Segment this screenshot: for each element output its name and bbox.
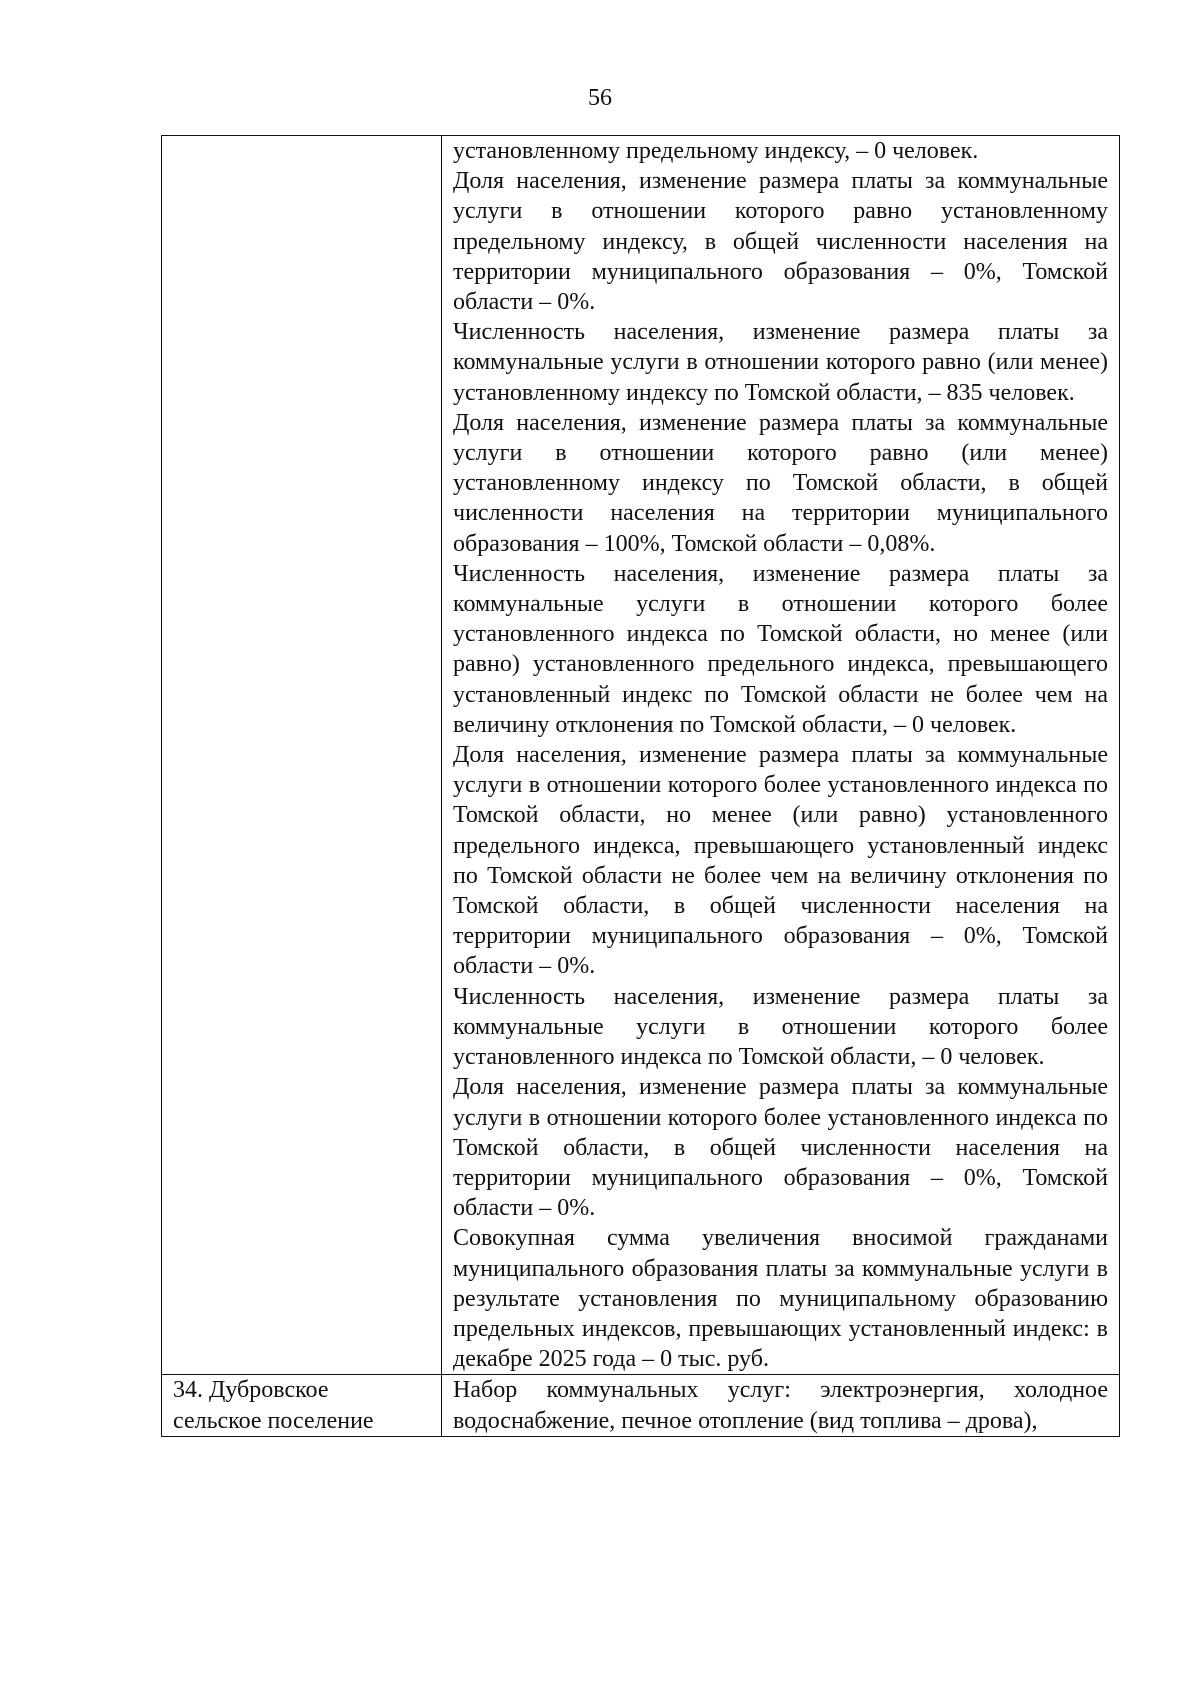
table-row (162, 1375, 1120, 1436)
description-cell (442, 136, 1120, 1375)
document-table (161, 135, 1120, 1437)
paragraph-6: Доля населения, изменение размера платы за коммунальные услуги в отношении которого более установленного индекса по Томской области, но менее (или равно) установленного предельного индекса, превышающего установленный индекс по Томской области не более чем на величину отклонения по Томской области, в общей численности населения на территории муниципального образования – 0%, Томской области – 0%. (453, 742, 1108, 980)
paragraph-4: Доля населения, изменение размера платы за коммунальные услуги в отношении которого равно (или менее) установленному индексу по Томской области, в общей численности населения на территории муниципального образования – 100%, Томской области – 0,08%. (453, 409, 1108, 557)
description-cell (442, 1375, 1120, 1436)
paragraph-3: Численность населения, изменение размера платы за коммунальные услуги в отношении которого равно (или менее) установленному индексу по Томской области, – 835 человек. (453, 319, 1108, 406)
table-row (162, 136, 1120, 1375)
paragraph-7: Численность населения, изменение размера платы за коммунальные услуги в отношении которого более установленного индекса по Томской области, – 0 человек. (453, 983, 1108, 1071)
paragraph-2: Доля населения, изменение размера платы за коммунальные услуги в отношении которого равно установленному предельному индексу, в общей численности населения на территории муниципального образования – 0%, Томской области – 0%. (453, 168, 1108, 316)
paragraph-1: установленному предельному индексу, – 0 человек. (453, 138, 979, 164)
paragraph-8: Доля населения, изменение размера платы за коммунальные услуги в отношении которого более установленного индекса по Томской области, в общей численности населения на территории муниципального образования – 0%, Томской области – 0%. (453, 1074, 1108, 1222)
municipality-name-line-1: 34. Дубровское (173, 1377, 329, 1404)
paragraph-5: Численность населения, изменение размера платы за коммунальные услуги в отношении которого более установленного индекса по Томской области, но менее (или равно) установленного предельного индекса, превышающего установленный индекс по Томской области не более чем на величину отклонения по Томской области, – 0 человек. (453, 560, 1108, 738)
municipality-cell (162, 136, 442, 1375)
paragraph-9: Совокупная сумма увеличения вносимой гражданами муниципального образования платы за коммунальные услуги в результате установления по муниципальному образованию предельных индексов, превышающих установленный индекс: в декабре 2025 года – 0 тыс. руб. (453, 1225, 1108, 1373)
municipality-name-line-2: сельское поселение (173, 1407, 374, 1434)
paragraph-1: Набор коммунальных услуг: электроэнергия, холодное водоснабжение, печное отопление (вид топлива – дрова), (453, 1377, 1108, 1434)
municipality-cell (162, 1375, 442, 1436)
page-number: 56 (588, 85, 612, 111)
